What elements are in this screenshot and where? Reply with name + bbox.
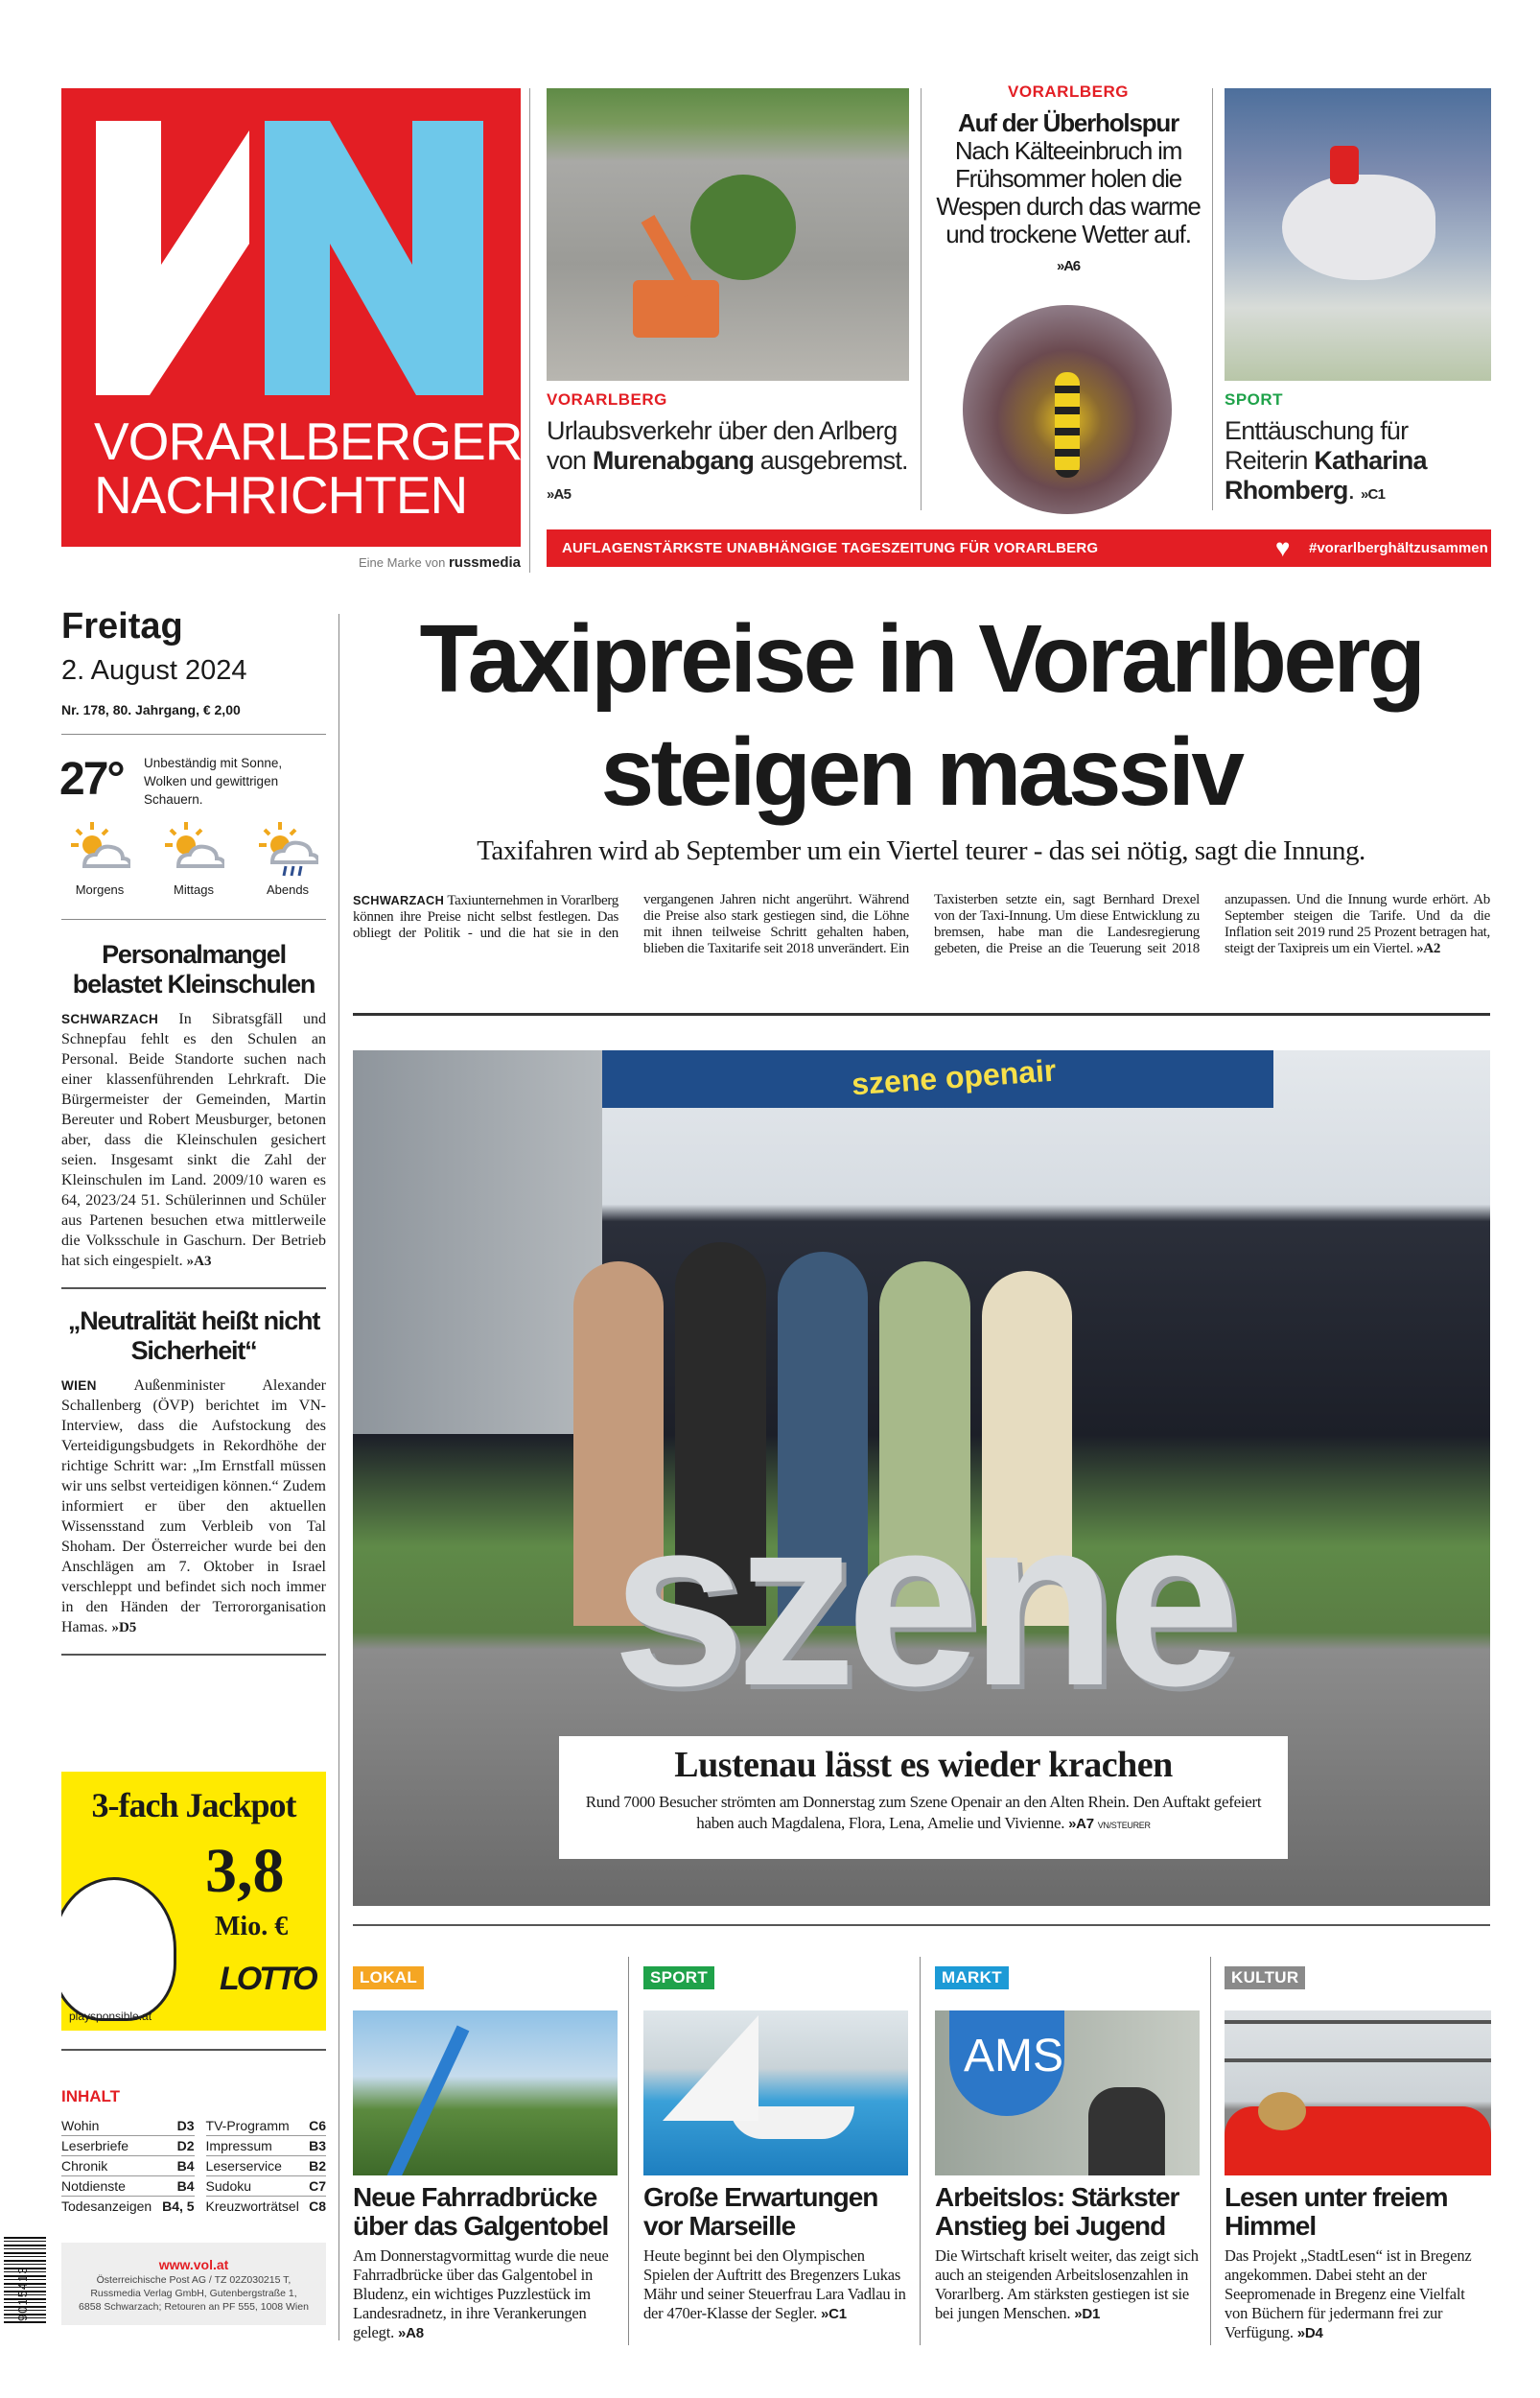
teaser-3-text-bold: Katharina Rhomberg [1225,446,1427,505]
contents-page: B4, 5 [162,2198,195,2214]
divider [61,2049,326,2051]
bottom-1-tag: LOKAL [353,1966,424,1989]
teaser-divider [1212,88,1213,510]
bottom-3-ref[interactable]: »D1 [1074,2306,1101,2322]
contents-page: D2 [156,2136,194,2156]
sun-cloud-icon [163,820,224,878]
contents-name: TV-Programm [206,2116,304,2136]
side-article-1-ref[interactable]: »A3 [186,1254,212,1269]
teaser-1-text-pre: Urlaubsverkehr über den Arlberg von [547,416,898,475]
ad-title: 3-fach Jackpot [91,1786,296,1824]
dateline: SCHWARZACH [353,893,445,907]
contents-page: B3 [304,2136,326,2156]
side-article-1-headline[interactable]: Personalmangel belastet Kleinschulen [72,940,315,999]
contents-page: D3 [156,2116,194,2136]
contents-title: INHALT [61,2087,121,2105]
footer-url[interactable]: www.vol.at [158,2257,229,2272]
bottom-3-headline[interactable]: Arbeitslos: Stärkster Anstieg bei Jugend [935,2182,1179,2241]
lead-subtitle: Taxifahren wird ab September um ein Viertel teurer - das sei nötig, sagt die Innung. [477,835,1365,866]
contents-name: Leserbriefe [61,2136,156,2156]
heart-icon: ♥ [1275,533,1291,562]
column-divider [1210,1957,1211,2345]
ad-mascot-icon [61,1877,176,2021]
photo-szene-letters: szene [612,1468,1231,1735]
masthead-name-line1: VORARLBERGER [94,411,523,471]
bottom-4-body [1225,2246,1491,2343]
divider [353,1013,1490,1016]
contents-table [61,2116,326,2216]
photo-story-ref[interactable]: »A7 [1068,1816,1094,1832]
teaser-photo-showjumping[interactable] [1225,88,1491,381]
side-article-2-text: Außenminister Alexander Schallenberg (ÖVP) berichtet im VN-Interview, dass die Aufstockung des Verteidigungsbudgets in Rekordhöhe der richtige Schritt war: „Im Ernstfall müssen wir uns selbst verteidigen können.“ Zudem informiert er über den aktuellen Wissensstand zum Verbleib von Tal Shoham. Der Österreicher wurde bei den Anschlägen am 7. Oktober in Israel verschleppt und befindet sich noch immer in den Händen der Terrororganisation Hamas. [61,1377,326,1635]
contents-name: Todesanzeigen [61,2198,152,2214]
bottom-4-headline[interactable]: Lesen unter freiem Himmel [1225,2182,1448,2241]
weather-evening [249,820,326,897]
bottom-4-tag: KULTUR [1225,1966,1305,1989]
issue-weekday: Freitag [61,606,183,647]
ad-unit: Mio. € [215,1912,289,1941]
footer-box [61,2243,326,2325]
weather-midday [155,820,232,897]
contents-name: Notdienste [61,2176,156,2197]
photo-story-caption-text: Rund 7000 Besucher strömten am Donnerstag zum Szene Openair an den Alten Rhein. Den Auftakt gefeiert haben auch Magdalena, Flora, Lena, Amelie und Vivienne. [585,1793,1262,1832]
contents-row[interactable] [61,2197,326,2217]
contents-row[interactable] [61,2116,326,2136]
contents-page: C7 [304,2176,326,2197]
teaser-3-section: SPORT [1225,390,1284,409]
contents-page: B4 [156,2176,194,2197]
sun-cloud-rain-icon [257,820,318,878]
slogan-banner [547,529,1491,567]
brand-note-prefix: Eine Marke von [359,555,446,570]
side-article-2-body [61,1375,326,1638]
ams-logo-text: AMS [964,2031,1064,2081]
bottom-4-article [1225,2183,1491,2343]
divider [61,919,326,920]
masthead-divider [529,88,530,573]
photo-story-caption [578,1792,1269,1836]
bottom-2-tag: SPORT [643,1966,714,1989]
bottom-4-photo[interactable] [1225,2010,1491,2175]
lead-headline-line1: Taxipreise in Vorarlberg [419,605,1423,713]
footer-line: 6858 Schwarzach; Retouren an PF 555, 1008 Wien [79,2301,309,2313]
lead-ref[interactable]: »A2 [1416,941,1441,956]
contents-name: Kreuzworträtsel [205,2198,299,2214]
divider [61,1654,326,1656]
teaser-3-text[interactable] [1225,416,1491,509]
contents-row[interactable] [61,2176,326,2197]
photo-credit: VN/STEURER [1097,1821,1151,1830]
bottom-2-photo[interactable] [643,2010,908,2175]
lead-headline[interactable] [353,602,1489,829]
footer-line: Russmedia Verlag GmbH, Gutenbergstraße 1, [90,2288,297,2299]
brand-note [288,554,521,571]
teaser-2-ref: »A6 [1057,258,1080,274]
teaser-2 [935,82,1202,280]
contents-row[interactable] [61,2156,326,2176]
divider [353,1924,1490,1926]
bottom-1-article [353,2183,621,2343]
teaser-2-text[interactable] [935,137,1202,280]
weather-period-label: Abends [266,882,310,897]
teaser-1-ref: »A5 [547,486,572,503]
masthead-logo[interactable] [61,88,521,547]
contents-name: Leserservice [206,2156,304,2176]
teaser-divider [921,88,922,510]
teaser-1-section: VORARLBERG [547,390,667,409]
teaser-1-text-bold: Murenabgang [592,446,755,475]
teaser-2-text-body: Nach Kälteeinbruch im Frühsommer holen die Wespen durch das warme und trockene Wetter auf. [936,136,1201,248]
contents-page: B2 [304,2156,326,2176]
lead-body [353,892,1490,957]
teaser-3-text-pre: Enttäuschung für Reiterin [1225,416,1409,475]
sun-cloud-icon [69,820,130,878]
bottom-3-body [935,2246,1203,2324]
teaser-3-text-post: . [1347,476,1355,505]
column-divider [920,1957,921,2345]
contents-name: Wohin [61,2116,156,2136]
contents-name: Chronik [61,2156,156,2176]
bottom-3-tag: MARKT [935,1966,1009,1989]
issue-meta: Nr. 178, 80. Jahrgang, € 2,00 [61,702,241,717]
teaser-2-title[interactable]: Auf der Überholspur [958,108,1178,137]
masthead-name-line2: NACHRICHTEN [94,465,468,525]
bottom-4-ref[interactable]: »D4 [1296,2325,1323,2341]
teaser-1-text[interactable] [547,416,909,509]
teaser-2-section: VORARLBERG [1008,82,1129,101]
slogan-text: AUFLAGENSTÄRKSTE UNABHÄNGIGE TAGESZEITUNG FÜR VORARLBERG [562,540,1099,556]
bottom-4-text: Das Projekt „StadtLesen“ ist in Bregenz angekommen. Dabei steht an der Seepromenade in Bregenz eine Vielfalt von Büchern für jedermann frei zur Verfügung. [1225,2246,1472,2341]
column-divider [338,614,339,2340]
weather-forecast [61,820,326,897]
weather-period-label: Morgens [75,882,125,897]
contents-page: B4 [156,2156,194,2176]
divider [61,734,326,735]
bottom-3-article [935,2183,1203,2324]
side-articles [61,940,326,1656]
weather-temp: 27° [59,754,124,805]
bottom-2-body [643,2246,912,2324]
bottom-1-text: Am Donnerstagvormittag wurde die neue Fahrradbrücke über das Galgentobel in Bludenz, ein wichtiges Puzzlestück im Landesradnetz, in ihre Verankerungen gelegt. [353,2246,609,2341]
contents-page: C6 [304,2116,326,2136]
dateline: WIEN [61,1378,97,1393]
bottom-2-ref[interactable]: »C1 [820,2306,847,2322]
photo-story-headline[interactable]: Lustenau lässt es wieder krachen [674,1745,1173,1785]
teaser-photo-excavator[interactable] [547,88,909,381]
side-article-2-headline[interactable]: „Neutralität heißt nicht Sicherheit“ [67,1306,320,1365]
bottom-1-ref[interactable]: »A8 [397,2325,424,2341]
bottom-2-article [643,2183,912,2324]
ad-brand: LOTTO [220,1961,315,1997]
teaser-1-text-post: ausgebremst. [754,446,908,475]
dateline: SCHWARZACH [61,1012,159,1026]
bottom-3-text: Die Wirtschaft kriselt weiter, das zeigt sich auch an steigenden Arbeitslosenzahlen in Vorarlberg. Am stärksten gestiegen ist sie bei jungen Menschen. [935,2246,1199,2322]
photo-caption-box [559,1736,1288,1859]
barcode-number: 9015413 [15,2266,30,2321]
vn-logo-icon [96,121,489,409]
brand-note-name: russmedia [448,554,521,571]
bottom-1-headline[interactable]: Neue Fahrradbrücke über das Galgentobel [353,2182,609,2241]
side-article-1-body [61,1009,326,1272]
column-divider [628,1957,629,2345]
contents-row[interactable] [61,2136,326,2156]
bottom-2-text: Heute beginnt bei den Olympischen Spielen der Auftritt des Bregenzers Lukas Mähr und seiner Steuerfrau Lara Vadlau in der 470er-Klasse der Segler. [643,2246,906,2322]
issue-date: 2. August 2024 [61,655,247,686]
bottom-1-body [353,2246,621,2343]
main-photo-szene-openair[interactable] [353,1050,1490,1906]
lead-text: Taxiunternehmen in Vorarlberg können ihre Preise nicht selbst festlegen. Das obliegt der Politik - und die hat sie in den vergangenen Jahren nicht angerührt. Während die Preise also stark gestiegen sind, die Löhne mit ihnen teilweise Schritt gehalten haben, blieben die Taxitarife seit 2018 unverändert. Ein Taxisterben setzte ein, sagt Bernhard Drexel von der Taxi-Innung. Um diese Entwicklung zu bremsen, habe man die Landesregierung gebeten, die Preise an die Teuerung seit 2018 anzupassen. Und die Innung wurde erhört. Ab September steigen die Tarife. Und da die Inflation seit 2019 rund 25 Prozent betragen hat, steigt der Taxipreis um ein Viertel. [353,892,1490,956]
lead-headline-line2: steigen massiv [600,718,1242,826]
weather-morning [61,820,138,897]
divider [61,1287,326,1289]
contents-page: C8 [309,2198,326,2214]
ad-amount: 3,8 [205,1836,285,1906]
contents-name: Impressum [206,2136,304,2156]
footer-line: Österreichische Post AG / TZ 02Z030215 T, [96,2274,292,2286]
contents-name: Sudoku [206,2176,304,2197]
ad-url: playsponsible.at [69,2010,152,2023]
teaser-photo-wasp[interactable] [963,305,1172,514]
bottom-1-photo[interactable] [353,2010,618,2175]
side-article-2-ref[interactable]: »D5 [111,1620,137,1635]
hashtag-link[interactable]: #vorarlberghältzusammen [1309,540,1488,556]
lotto-ad[interactable] [61,1772,326,2031]
teaser-3-ref: »C1 [1361,486,1386,503]
weather-period-label: Mittags [174,882,214,897]
stage-banner: szene openair [850,1052,1058,1102]
weather-desc: Unbeständig mit Sonne, Wolken und gewittrigen Schauern. [144,756,283,807]
bottom-3-photo[interactable] [935,2010,1200,2175]
bottom-2-headline[interactable]: Große Erwartungen vor Marseille [643,2182,878,2241]
side-article-1-text: In Sibratsgfäll und Schnepfau fehlt es den Schulen an Personal. Beide Standorte suchen nach einer klassenführenden Lehrkraft. Die Bürgermeister der Gemeinden, Martin Bereuter und Robert Meusburger, betonen aber, dass die Kleinschulen gesichert seien. Insgesamt sinkt die Zahl der Kleinschulen im Land. 2009/10 waren es 64, 2023/24 51. Schülerinnen und Schüler aus Partenen besuchen etwa mittlerweile die Volksschule in Gaschurn. Der Betrieb hat sich eingespielt. [61,1011,327,1269]
